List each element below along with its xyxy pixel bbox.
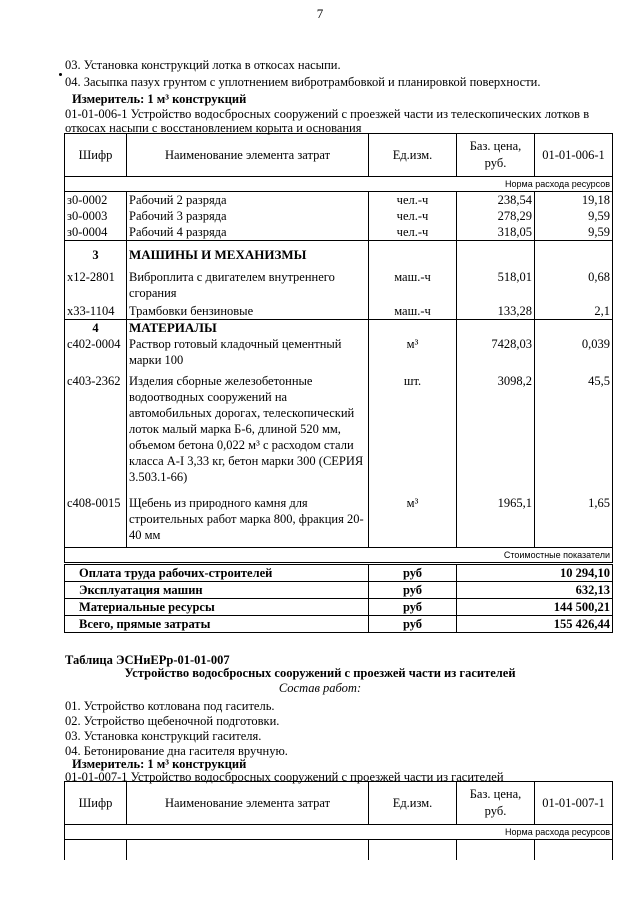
row-code: х33-1104 [65,301,127,320]
page-number: 7 [316,6,324,21]
row-price: 1965,1 [457,485,535,548]
row-qty: 9,59 [535,208,613,224]
row-name: Изделия сборные железобетонные водоотводных сооружений на автомобильных дорогах, телескопический лоток малый марка Б-6, длиной 520 мм, объемом бетона 0,022 м³ с расходом стали класса А-I 3,33 кг, бетон марки 300 (СЕРИЯ 3.503.1-66) [127,368,369,485]
total-row [65,582,613,599]
section-title: МАШИНЫ И МЕХАНИЗМЫ [127,241,369,264]
work-item-03: 03. Установка конструкций гасителя. [65,729,262,743]
table-row [65,485,613,548]
row-qty: 2,1 [535,301,613,320]
row-qty: 0,039 [535,336,613,368]
row-name: Раствор готовый кладочный цементный марки 100 [127,336,369,368]
total-row [65,599,613,616]
row-unit: чел.-ч [369,224,457,241]
total-value: 144 500,21 [457,599,613,616]
row-qty: 1,65 [535,485,613,548]
section-number: 4 [65,320,127,337]
row-price: 518,01 [457,263,535,301]
header-price: Баз. цена, руб. [457,782,535,825]
table2-heading: Таблица ЭСНиЕРр-01-01-007 [65,653,230,667]
row-price: 278,29 [457,208,535,224]
row-unit: чел.-ч [369,192,457,209]
table-header-row [65,782,613,825]
row-unit: маш.-ч [369,301,457,320]
table2-title: Устройство водосбросных сооружений с проезжей части из гасителей [124,666,516,680]
total-label: Эксплуатация машин [65,582,369,599]
total-unit: руб [369,565,457,582]
row-code: с402-0004 [65,336,127,368]
table-row [65,336,613,368]
total-unit: руб [369,616,457,633]
row-qty: 45,5 [535,368,613,485]
cost-label: Стоимостные показатели [65,548,613,563]
work-item-03: 03. Установка конструкций лотка в откосах насыпи. [65,58,341,72]
table-row [65,208,613,224]
row-name: Виброплита с двигателем внутреннего сгорания [127,263,369,301]
row-price: 318,05 [457,224,535,241]
section-row [65,320,613,337]
total-unit: руб [369,582,457,599]
work-item-04: 04. Бетонирование дна гасителя вручную. [65,744,288,758]
table-row [65,840,613,861]
row-unit: м³ [369,336,457,368]
row-qty: 0,68 [535,263,613,301]
row-name: Рабочий 2 разряда [127,192,369,209]
table-header-row [65,134,613,177]
table-row [65,224,613,241]
header-unit: Ед.изм. [369,782,457,825]
composition-label: Состав работ: [278,681,362,695]
row-price: 133,28 [457,301,535,320]
total-row [65,616,613,633]
header-name: Наименование элемента затрат [127,782,369,825]
header-unit: Ед.изм. [369,134,457,177]
cost-label-row [65,548,613,563]
row-code: з0-0002 [65,192,127,209]
total-label: Оплата труда рабочих-строителей [65,565,369,582]
resource-table [64,133,613,563]
section-number: 3 [65,241,127,264]
norm-label-row [65,177,613,192]
total-unit: руб [369,599,457,616]
header-code: Шифр [65,134,127,177]
total-value: 155 426,44 [457,616,613,633]
header-column: 01-01-007-1 [535,782,613,825]
total-value: 632,13 [457,582,613,599]
measure-unit: Измеритель: 1 м³ конструкций [72,757,247,771]
row-price: 238,54 [457,192,535,209]
row-name: Трамбовки бензиновые [127,301,369,320]
norm-label: Норма расхода ресурсов [65,825,613,840]
section-title: МАТЕРИАЛЫ [127,320,369,337]
header-code: Шифр [65,782,127,825]
resource-table-2 [64,781,613,860]
row-unit: шт. [369,368,457,485]
work-item-04: 04. Засыпка пазух грунтом с уплотнением вибротрамбовкой и планировкой поверхности. [65,75,541,89]
header-price: Баз. цена, руб. [457,134,535,177]
row-name: Рабочий 3 разряда [127,208,369,224]
row-qty: 19,18 [535,192,613,209]
row-code: з0-0003 [65,208,127,224]
total-label: Материальные ресурсы [65,599,369,616]
table-row [65,301,613,320]
table-row [65,263,613,301]
stray-dot [59,73,62,76]
row-name: Щебень из природного камня для строительных работ марка 800, фракция 20-40 мм [127,485,369,548]
header-column: 01-01-006-1 [535,134,613,177]
row-price: 3098,2 [457,368,535,485]
item-title: 01-01-007-1 Устройство водосбросных сооружений с проезжей части из гасителей [65,770,504,784]
work-item-02: 02. Устройство щебеночной подготовки. [65,714,280,728]
row-qty: 9,59 [535,224,613,241]
item-title-line2: откосах насыпи с восстановлением корыта и основания [65,121,362,135]
total-label: Всего, прямые затраты [65,616,369,633]
table-row [65,192,613,209]
row-price: 7428,03 [457,336,535,368]
row-unit: м³ [369,485,457,548]
row-code: з0-0004 [65,224,127,241]
row-code: с403-2362 [65,368,127,485]
row-code: х12-2801 [65,263,127,301]
row-name: Рабочий 4 разряда [127,224,369,241]
row-code: с408-0015 [65,485,127,548]
work-item-01: 01. Устройство котлована под гаситель. [65,699,275,713]
item-title-line1: 01-01-006-1 Устройство водосбросных сооружений с проезжей части из телескопических лотков в [65,107,590,121]
norm-label-row [65,825,613,840]
header-name: Наименование элемента затрат [127,134,369,177]
row-unit: маш.-ч [369,263,457,301]
norm-label: Норма расхода ресурсов [65,177,613,192]
row-unit: чел.-ч [369,208,457,224]
totals-table [64,564,613,633]
table-row [65,368,613,485]
total-row [65,565,613,582]
total-value: 10 294,10 [457,565,613,582]
measure-unit: Измеритель: 1 м³ конструкций [72,92,247,106]
section-row [65,241,613,264]
